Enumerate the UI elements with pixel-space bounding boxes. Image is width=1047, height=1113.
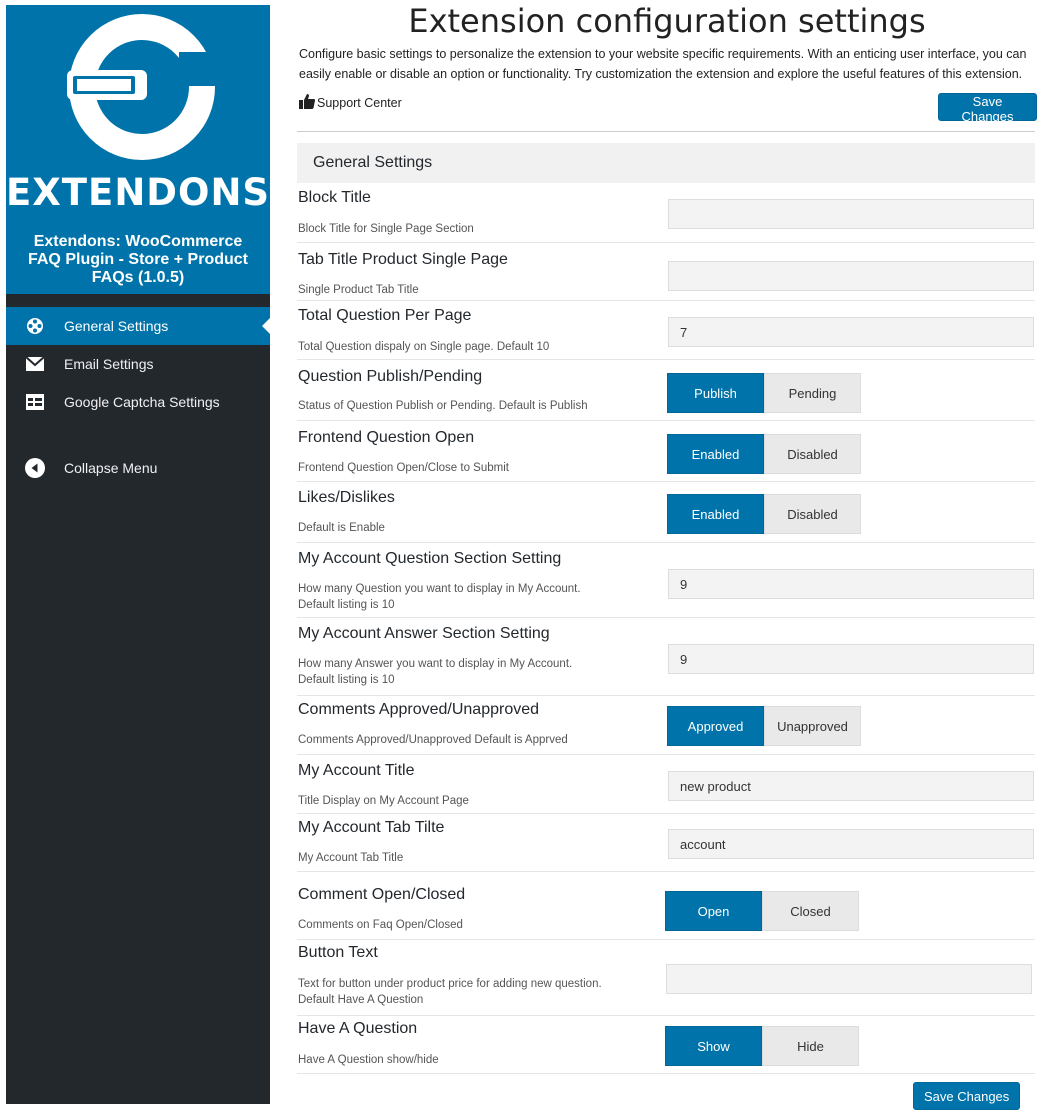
setting-account-question	[297, 543, 1035, 618]
setting-label: Likes/Dislikes	[298, 489, 395, 506]
account-title-input[interactable]	[668, 771, 1034, 801]
account-question-input[interactable]	[668, 569, 1034, 599]
hide-option[interactable]: Hide	[762, 1026, 859, 1066]
button-text-input[interactable]	[666, 964, 1032, 994]
comment-open-toggle	[665, 891, 859, 931]
menu-item-label: General Settings	[64, 318, 169, 334]
menu-item-general-settings[interactable]	[6, 307, 270, 345]
setting-label: Comment Open/Closed	[298, 886, 466, 903]
setting-total-question	[297, 301, 1035, 360]
setting-description: Single Product Tab Title	[298, 284, 419, 296]
page-title: Extension configuration settings	[408, 2, 926, 40]
setting-description: Block Title for Single Page Section	[298, 223, 474, 235]
show-option[interactable]: Show	[665, 1026, 762, 1066]
setting-description: How many Answer you want to display in My Account. Default listing is 10	[298, 658, 573, 686]
setting-description: My Account Tab Title	[298, 852, 404, 864]
setting-description: Title Display on My Account Page	[298, 795, 469, 807]
setting-button-text	[297, 940, 1035, 1016]
setting-frontend-question	[297, 421, 1035, 482]
page-intro: Configure basic settings to personalize the extension to your website specific requirements. With an enticing user interface, you can easily enable or disable an option or functionality. Try customization the extension and explore the useful features of this extension.	[299, 47, 1027, 81]
save-changes-button-top[interactable]: Save Changes	[938, 93, 1037, 121]
comments-approved-toggle	[667, 706, 861, 746]
setting-label: Have A Question	[298, 1020, 418, 1037]
setting-account-answer	[297, 618, 1035, 696]
likes-dislikes-toggle	[667, 494, 861, 534]
setting-block-title	[297, 183, 1035, 243]
disabled-option[interactable]: Disabled	[764, 494, 861, 534]
section-heading: General Settings	[297, 143, 1035, 183]
collapse-arrow-icon	[24, 457, 46, 479]
brand-header	[6, 5, 270, 294]
setting-description: Status of Question Publish or Pending. Default is Publish	[298, 400, 588, 412]
plugin-name: Extendons: WooCommerce FAQ Plugin - Store + Product FAQs (1.0.5)	[27, 233, 248, 286]
setting-description: How many Question you want to display in My Account. Default listing is 10	[298, 583, 581, 611]
setting-label: Tab Title Product Single Page	[298, 251, 508, 268]
admin-sidebar	[6, 5, 270, 1104]
support-center-link[interactable]	[299, 94, 402, 112]
menu-item-label: Google Captcha Settings	[64, 394, 220, 410]
setting-description: Default is Enable	[298, 522, 385, 534]
setting-question-publish	[297, 360, 1035, 421]
setting-label: Question Publish/Pending	[298, 368, 483, 385]
setting-label: My Account Tab Tilte	[298, 819, 445, 836]
enabled-option[interactable]: Enabled	[667, 494, 764, 534]
total-question-input[interactable]	[668, 317, 1034, 347]
setting-label: Button Text	[298, 944, 378, 961]
collapse-menu-label: Collapse Menu	[64, 460, 158, 476]
brand-name: EXTENDONS	[6, 171, 271, 214]
open-option[interactable]: Open	[665, 891, 762, 931]
enabled-option[interactable]: Enabled	[667, 434, 764, 474]
menu-item-label: Email Settings	[64, 356, 154, 372]
thumbs-up-icon	[299, 94, 315, 112]
setting-label: Total Question Per Page	[298, 307, 472, 324]
setting-likes-dislikes	[297, 482, 1035, 543]
approved-option[interactable]: Approved	[667, 706, 764, 746]
divider	[297, 131, 1035, 132]
save-changes-button-bottom[interactable]: Save Changes	[913, 1082, 1020, 1110]
closed-option[interactable]: Closed	[762, 891, 859, 931]
setting-comment-open	[297, 872, 1035, 940]
setting-description: Total Question dispaly on Single page. Default 10	[298, 341, 550, 353]
tab-title-input[interactable]	[668, 261, 1034, 291]
setting-account-title	[297, 755, 1035, 814]
setting-label: Comments Approved/Unapproved	[298, 701, 540, 718]
setting-account-tab-title	[297, 814, 1035, 872]
setting-description: Comments on Faq Open/Closed	[298, 919, 463, 931]
disabled-option[interactable]: Disabled	[764, 434, 861, 474]
setting-label: My Account Answer Section Setting	[298, 625, 550, 642]
setting-description: Have A Question show/hide	[298, 1054, 439, 1066]
setting-label: My Account Question Section Setting	[298, 550, 562, 567]
email-icon	[24, 353, 46, 375]
setting-description: Comments Approved/Unapproved Default is Apprved	[298, 734, 568, 746]
setting-have-question	[297, 1016, 1035, 1074]
publish-option[interactable]: Publish	[667, 373, 764, 413]
setting-comments-approved	[297, 696, 1035, 755]
table-icon	[24, 391, 46, 413]
collapse-menu-button[interactable]	[6, 449, 270, 487]
setting-label: Frontend Question Open	[298, 429, 475, 446]
settings-menu	[6, 307, 270, 487]
setting-description: Frontend Question Open/Close to Submit	[298, 462, 509, 474]
pending-option[interactable]: Pending	[764, 373, 861, 413]
setting-tab-title	[297, 243, 1035, 301]
have-question-toggle	[665, 1026, 859, 1066]
extendons-logo-icon	[67, 12, 217, 162]
account-tab-title-input[interactable]	[668, 829, 1034, 859]
menu-item-google-captcha-settings[interactable]	[6, 383, 270, 421]
setting-label: My Account Title	[298, 762, 415, 779]
menu-item-email-settings[interactable]	[6, 345, 270, 383]
gear-icon	[24, 315, 46, 337]
publish-toggle	[667, 373, 861, 413]
block-title-input[interactable]	[668, 199, 1034, 229]
support-center-label: Support Center	[317, 96, 402, 110]
unapproved-option[interactable]: Unapproved	[764, 706, 861, 746]
menu-spacer	[6, 421, 270, 449]
account-answer-input[interactable]	[668, 644, 1034, 674]
frontend-question-toggle	[667, 434, 861, 474]
setting-description: Text for button under product price for adding new question. Default Have A Question	[298, 978, 602, 1006]
setting-label: Block Title	[298, 189, 371, 206]
